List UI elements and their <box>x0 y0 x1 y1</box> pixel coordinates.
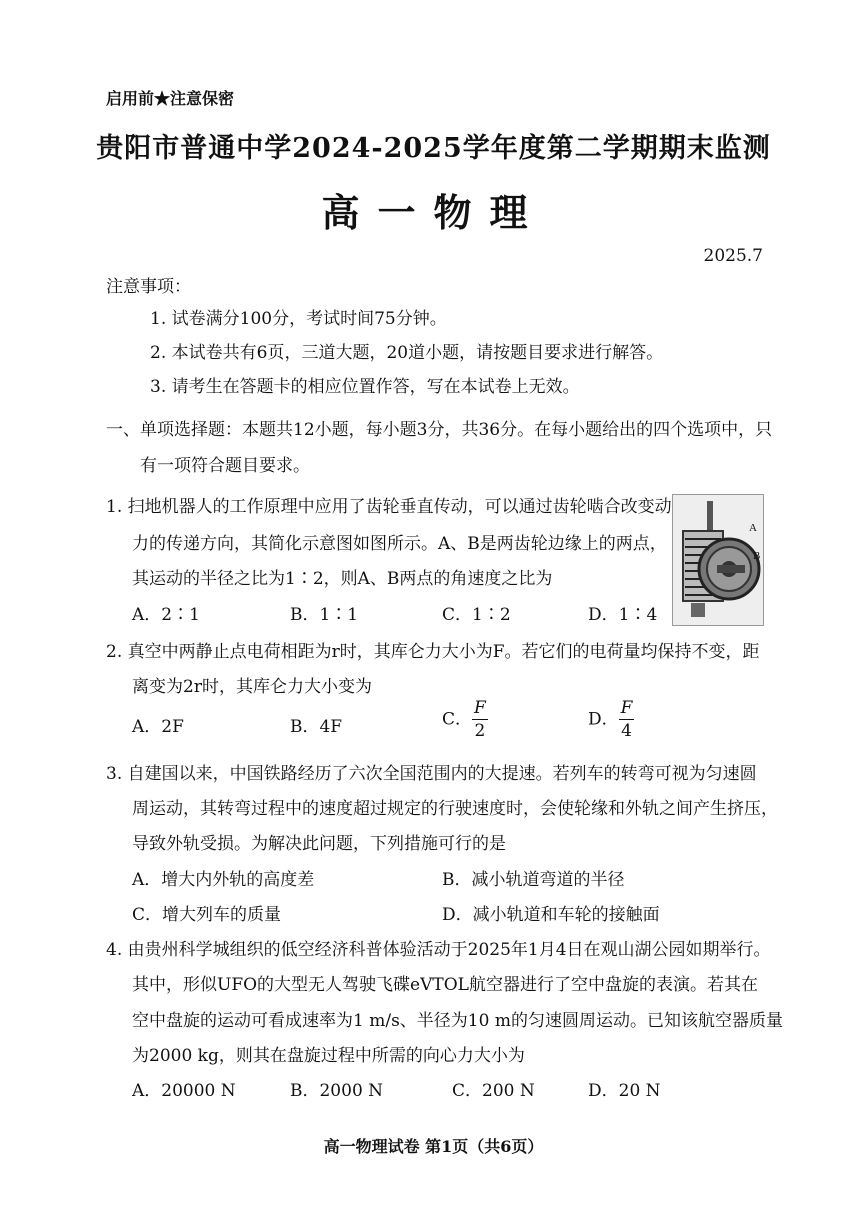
q2-option-d-label: D． <box>588 709 619 730</box>
q2-option-c <box>442 700 488 740</box>
q4-option-b: B．2000 N <box>290 1081 384 1101</box>
q1-option-b: B．1∶1 <box>290 605 359 625</box>
q2-option-d <box>588 700 634 740</box>
exam-date: 2025.7 <box>703 246 763 266</box>
q2-option-c-fraction <box>472 700 488 740</box>
fraction-denominator: 2 <box>474 721 486 741</box>
q2-option-b: B．4F <box>290 717 343 737</box>
q3-option-d: D．减小轨道和车轮的接触面 <box>442 905 660 925</box>
q3-option-b: B．减小轨道弯道的半径 <box>442 870 625 890</box>
notice-item: 1. 试卷满分100分，考试时间75分钟。 <box>150 309 447 329</box>
q1-option-a: A．2∶1 <box>132 605 200 625</box>
fraction-numerator: F <box>474 698 486 718</box>
q3-option-a: A．增大内外轨的高度差 <box>132 870 315 890</box>
question-3-line: 3. 自建国以来，中国铁路经历了六次全国范围内的大提速。若列车的转弯可视为匀速圆 <box>106 764 757 784</box>
q3-option-c: C．增大列车的质量 <box>132 905 282 925</box>
q4-option-c: C．200 N <box>452 1081 535 1101</box>
question-4-line: 其中，形似UFO的大型无人驾驶飞碟eVTOL航空器进行了空中盘旋的表演。若其在 <box>132 975 758 995</box>
subject-title: 高一物理 <box>321 190 546 235</box>
question-1-line: 1. 扫地机器人的工作原理中应用了齿轮垂直传动，可以通过齿轮啮合改变动 <box>106 497 672 517</box>
section-heading-cont: 有一项符合题目要求。 <box>140 456 310 476</box>
question-4-line: 空中盘旋的运动可看成速率为1 m/s、半径为10 m的匀速圆周运动。已知该航空器质量 <box>132 1011 783 1031</box>
q2-option-c-label: C． <box>442 709 473 730</box>
question-3-line: 周运动，其转弯过程中的速度超过规定的行驶速度时，会使轮缘和外轨之间产生挤压， <box>132 799 778 819</box>
figure-label-a: A <box>749 522 757 534</box>
q2-option-a: A．2F <box>132 717 184 737</box>
notice-title: 注意事项： <box>106 277 191 297</box>
q2-option-d-fraction <box>619 700 635 740</box>
question-2-line: 离变为2r时，其库仑力大小变为 <box>132 677 372 697</box>
q1-option-d: D．1∶4 <box>588 605 658 625</box>
question-2-line: 2. 真空中两静止点电荷相距为r时，其库仑力大小为F。若它们的电荷量均保持不变，距 <box>106 642 760 662</box>
question-3-line: 导致外轨受损。为解决此问题，下列措施可行的是 <box>132 834 506 854</box>
exam-title: 贵阳市普通中学2024-2025学年度第二学期期末监测 <box>96 133 771 164</box>
gear-figure <box>672 494 764 626</box>
q1-option-c: C．1∶2 <box>442 605 511 625</box>
question-1-line: 其运动的半径之比为1∶2，则A、B两点的角速度之比为 <box>132 569 553 589</box>
notice-item: 2. 本试卷共有6页，三道大题，20道小题，请按题目要求进行解答。 <box>150 343 664 363</box>
figure-label-b: B <box>753 550 761 562</box>
secret-mark: 启用前★注意保密 <box>106 89 235 108</box>
fraction-numerator: F <box>620 698 633 718</box>
q4-option-d: D．20 N <box>588 1081 661 1101</box>
question-1-line: 力的传递方向，其简化示意图如图所示。A、B是两齿轮边缘上的两点， <box>132 534 667 554</box>
page-footer: 高一物理试卷 第1页（共6页） <box>323 1137 544 1156</box>
fraction-denominator: 4 <box>621 721 632 741</box>
q4-option-a: A．20000 N <box>132 1081 236 1101</box>
question-4-line: 为2000 kg，则其在盘旋过程中所需的向心力大小为 <box>132 1046 525 1066</box>
question-4-line: 4. 由贵州科学城组织的低空经济科普体验活动于2025年1月4日在观山湖公园如期举行。 <box>106 940 771 960</box>
section-heading: 一、单项选择题：本题共12小题，每小题3分，共36分。在每小题给出的四个选项中，只 <box>106 420 773 440</box>
notice-item: 3. 请考生在答题卡的相应位置作答，写在本试卷上无效。 <box>150 377 580 397</box>
